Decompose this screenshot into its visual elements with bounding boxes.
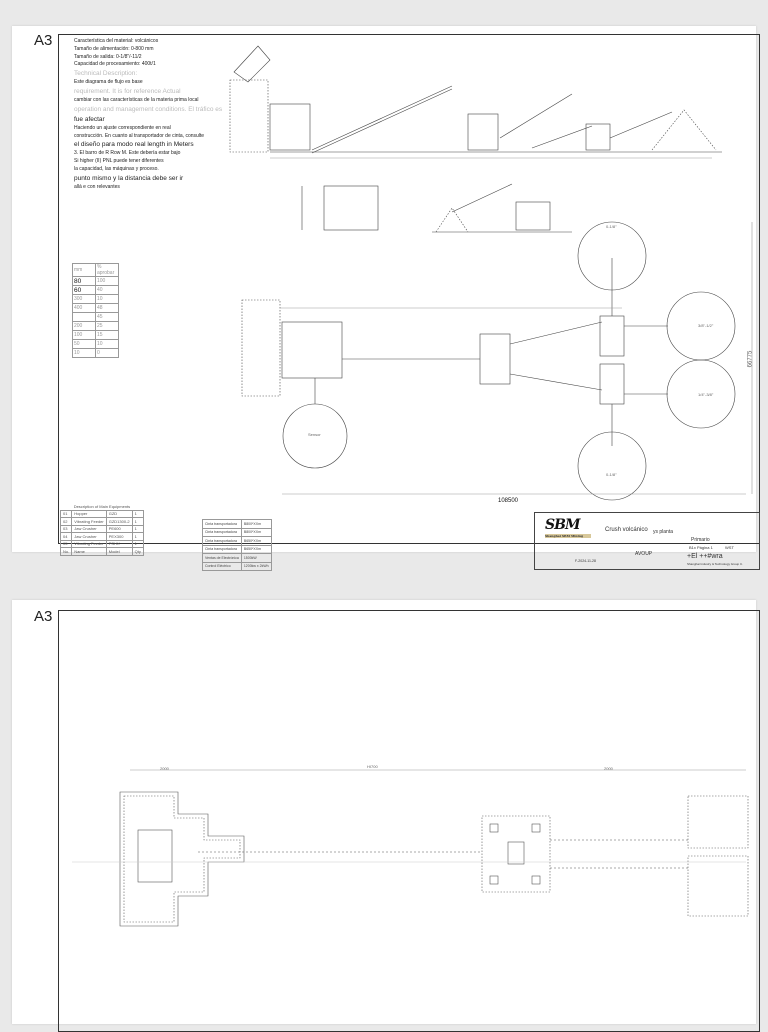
screen-foundation-1 <box>688 796 748 848</box>
table-cell: 1 <box>132 518 143 526</box>
table-header: Model <box>106 548 132 556</box>
note-line: allá e con relevantes <box>74 183 120 190</box>
foundation-inner <box>124 796 240 922</box>
dimension-label: 2000 <box>160 766 169 771</box>
company-logo <box>545 517 591 539</box>
table-cell: 02 <box>61 518 72 526</box>
table-cell: 45 <box>96 313 119 322</box>
table-cell: 100 <box>96 277 119 286</box>
table-cell: GZD <box>106 510 132 518</box>
logo-subtitle: Shanghai SBM Mining <box>545 534 591 538</box>
table-cell: 80 <box>73 277 96 286</box>
note-line: cambiar con las características de la materia prima local <box>74 96 199 103</box>
anchor-block <box>490 876 498 884</box>
conveyor-plan-2 <box>510 322 602 344</box>
pile-label: 0-1/8" <box>606 224 617 229</box>
table-cell: Cinta transportadora <box>203 537 242 546</box>
equipment-table <box>60 503 144 556</box>
conveyor-elevation-3 <box>532 126 592 148</box>
table-cell: 10 <box>96 340 119 349</box>
conveyor-plan-3 <box>510 374 602 390</box>
table-cell: B800*XXm <box>241 520 271 529</box>
note-line: construcción. En cuanto al transportador de cinta, consulte <box>74 132 205 139</box>
table-cell: Hopper <box>72 510 107 518</box>
table-cell: 40 <box>96 286 119 295</box>
screen-plan-1 <box>600 316 624 356</box>
table-cell: Ventas de Electrónica <box>203 554 242 563</box>
logo-text: SBM <box>545 517 580 533</box>
note-line: la capacidad, las máquinas y proceso. <box>74 165 159 172</box>
note-line: el diseño para modo real length in Meters <box>74 141 194 149</box>
crusher-pit <box>138 830 172 882</box>
note-line: requirement. It is for reference Actual <box>74 87 181 95</box>
company-name: Shanghai Industry & Technology Group C. <box>687 562 743 566</box>
note-line: Si higher (II) PNL puede tener diferentes <box>74 158 164 165</box>
table-cell: Control Eléctrico <box>203 562 242 571</box>
conveyor-elevation-1b <box>312 89 452 153</box>
flow-diagram <box>12 26 756 552</box>
cone-crusher-elevation <box>468 114 498 150</box>
table-cell: 200 <box>73 322 96 331</box>
table-header: Qty <box>132 548 143 556</box>
table-header: No. <box>61 548 72 556</box>
pile-label: 1/4"-3/8" <box>698 392 714 397</box>
cone-base <box>508 842 524 864</box>
drawing-title: Crush volcánico <box>605 527 648 533</box>
stage-label: Primario <box>691 537 710 543</box>
conveyor-elevation-2 <box>500 94 572 138</box>
equipment-title: Description of Main Equipments <box>73 503 131 509</box>
screen-foundation-2 <box>688 856 748 916</box>
conveyor-elevation-1 <box>312 86 452 150</box>
page-label: B1x Página 1 <box>689 545 713 550</box>
hopper-plan <box>242 300 280 396</box>
table-cell: PE600 <box>106 525 132 533</box>
table-cell: PSHX <box>106 540 132 548</box>
note-line: 3. El barro de R Row M. Este debería estar bajo <box>74 150 181 157</box>
stockpile-elevation <box>652 110 716 150</box>
table-cell: GZD1300-2 <box>106 518 132 526</box>
vertical-dimension-label: 66775 <box>747 350 754 368</box>
anchor-block <box>532 824 540 832</box>
table-cell: Cinta transportadora <box>203 520 242 529</box>
pile-side-view <box>436 208 468 232</box>
table-cell: Cinta transportadora <box>203 528 242 537</box>
pile-label: 0-1/8" <box>606 472 617 477</box>
screen-side-view <box>516 202 550 230</box>
table-cell: 0 <box>96 349 119 358</box>
note-line: punto mismo y la distancia debe ser ir <box>74 174 184 182</box>
note-line: fue afectar <box>74 115 105 123</box>
table-cell: Vibrating Feeder <box>72 540 107 548</box>
foundation-plan <box>12 600 756 1024</box>
table-header: % aprobar <box>96 264 119 277</box>
table-cell: Vibrating Feeder <box>72 518 107 526</box>
note-line: Technical Description: <box>74 70 138 77</box>
table-cell: 1 <box>132 533 143 541</box>
jaw-crusher-elevation <box>270 104 310 150</box>
hopper-wall <box>230 80 268 152</box>
drawing-sheet-2 <box>12 600 756 1024</box>
title-block <box>534 512 760 570</box>
drawing-subtitle: ys planta <box>653 529 674 535</box>
table-cell: 48 <box>96 304 119 313</box>
dimension-label: 2000 <box>604 766 613 771</box>
table-cell: 60 <box>73 286 96 295</box>
table-cell: 100 <box>73 331 96 340</box>
table-cell: B650*XXm <box>241 545 271 554</box>
note-line: Tamaño de salida: 0-1/8"/-11/2 <box>74 53 142 60</box>
jaw-crusher-plan <box>282 322 342 378</box>
table-cell: 300 <box>73 295 96 304</box>
table-cell: 25 <box>96 322 119 331</box>
table-cell: 50 <box>73 340 96 349</box>
note-line: Haciendo un ajuste correspondiente en real <box>74 124 171 131</box>
table-cell: 1 <box>132 540 143 548</box>
table-cell: 05 <box>61 540 72 548</box>
table-cell: B800*XXm <box>241 528 271 537</box>
note-line: Capacidad de procesamiento: 400t/1 <box>74 61 156 68</box>
table-cell: 1 <box>132 525 143 533</box>
anchor-block <box>490 824 498 832</box>
table-cell: 1200kw x 2kWh <box>241 562 271 571</box>
conveyor-table <box>202 519 272 571</box>
date-label: F-2024-11-28 <box>575 559 596 563</box>
drawing-sheet-1 <box>12 26 756 569</box>
note-line: operation and management conditions. El tráfico es <box>74 105 223 113</box>
table-cell: Cinta transportadora <box>203 545 242 554</box>
table-cell: PEX300 <box>106 533 132 541</box>
table-cell: 04 <box>61 533 72 541</box>
primary-foundation <box>120 792 244 926</box>
crusher-side-view <box>324 186 378 230</box>
table-cell: 1500kW <box>241 554 271 563</box>
anchor-block <box>532 876 540 884</box>
table-cell: B650*XXm <box>241 537 271 546</box>
total-length-label: 108500 <box>498 498 519 504</box>
pile-label: 3/8"-1/2" <box>698 323 714 328</box>
note-line: Tamaño de alimentación: 0-800 mm <box>74 45 154 52</box>
table-cell: 400 <box>73 304 96 313</box>
table-cell: 03 <box>61 525 72 533</box>
screen-elevation <box>586 124 610 150</box>
table-header: mm <box>73 264 96 277</box>
screen-plan-2 <box>600 364 624 404</box>
table-cell: 01 <box>61 510 72 518</box>
group-label: AVOUP <box>635 551 653 557</box>
dump-truck <box>234 46 270 82</box>
sheet-size-label: A3 <box>34 608 53 625</box>
cone-crusher-plan <box>480 334 510 384</box>
pile-label: Sensor <box>308 432 321 437</box>
table-cell: Jaw Crusher <box>72 533 107 541</box>
table-header: Name <box>72 548 107 556</box>
conveyor-side-view <box>452 184 512 212</box>
footer-label: +El ++#wra <box>687 553 723 560</box>
table-cell: 10 <box>73 349 96 358</box>
conveyor-elevation-4 <box>610 112 672 138</box>
table-cell: 1 <box>132 510 143 518</box>
table-cell: Jaw Crusher <box>72 525 107 533</box>
note-line: Este diagrama de flujo es base <box>74 79 143 86</box>
total-dimension-label: HI700 <box>367 764 378 769</box>
note-line: Característica del material: volcánicos <box>74 38 159 44</box>
table-cell: 15 <box>96 331 119 340</box>
table-cell: 10 <box>96 295 119 304</box>
sheet-size-label: A3 <box>34 32 53 49</box>
code-label: WST <box>725 545 734 550</box>
